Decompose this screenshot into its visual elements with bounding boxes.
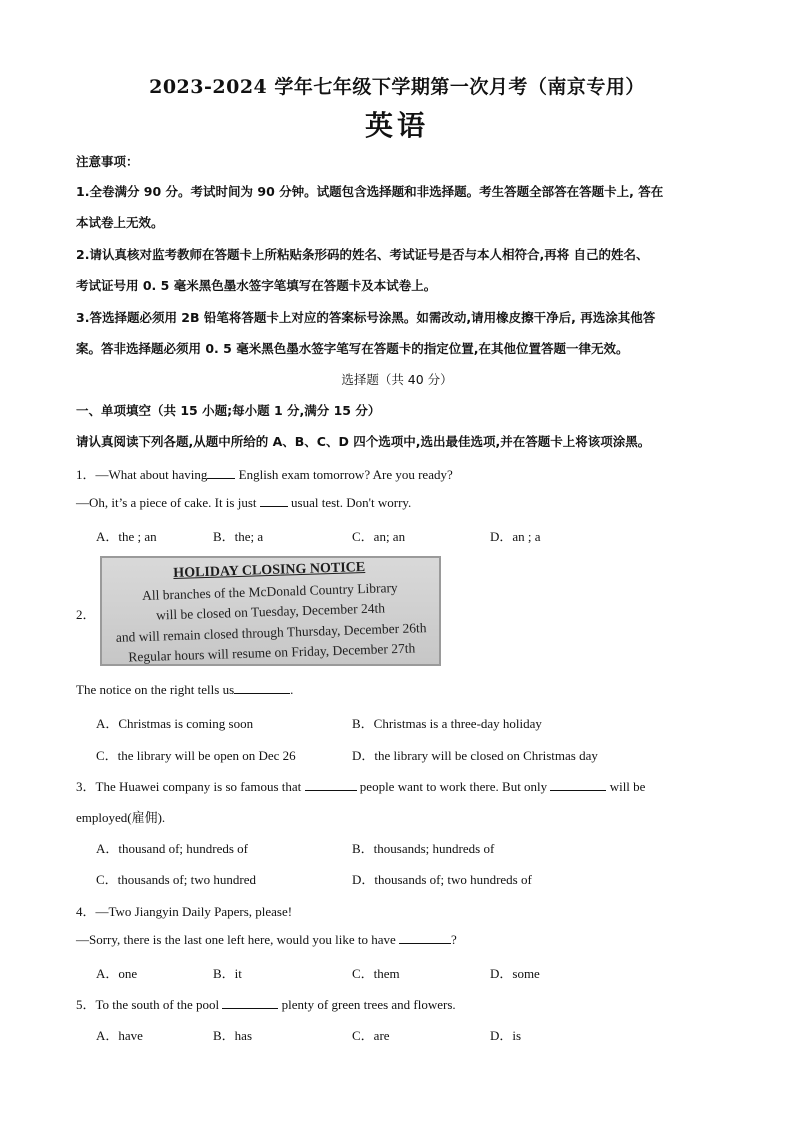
q4-option-d: D．some — [490, 966, 540, 981]
exam-title: 2023-2024 学年七年级下学期第一次月考（南京专用） — [149, 76, 645, 98]
q3-option-b: B．thousands; hundreds of — [352, 841, 495, 856]
q1-text-d: usual test. Don't worry. — [291, 495, 412, 510]
q5-option-a: A．have — [96, 1028, 143, 1043]
q2-option-b: B．Christmas is a three-day holiday — [352, 716, 542, 731]
q4-text-a: —Sorry, there is the last one left here, would you like to have — [76, 932, 396, 947]
notice-title: HOLIDAY CLOSING NOTICE — [173, 560, 366, 582]
q1-blank-1 — [207, 467, 235, 479]
q1-option-b: B．the; a — [213, 529, 264, 544]
q5-stem — [76, 994, 716, 1013]
q4-text-b: ? — [451, 932, 457, 947]
section-instruction: 请认真阅读下列各题,从题中所给的 A、B、C、D 四个选项中,选出最佳选项,并在答题卡上将该项涂黑。 — [76, 434, 651, 449]
q5-text-b: plenty of green trees and flowers. — [281, 997, 456, 1012]
q3-stem-line-2: employed(雇佣). — [76, 810, 166, 825]
q5-blank — [222, 997, 278, 1009]
q4-blank — [399, 932, 451, 944]
q3-option-c: C．thousands of; two hundred — [96, 872, 256, 887]
holiday-notice-image — [100, 556, 441, 666]
section-heading: 一、单项填空（共 15 小题;每小题 1 分,满分 15 分） — [76, 403, 381, 418]
q1-text-a: 1．—What about having — [76, 467, 208, 482]
q3-option-d: D．thousands of; two hundreds of — [352, 872, 532, 887]
notes-heading: 注意事项： — [76, 154, 139, 169]
q1-option-c: C．an; an — [352, 529, 406, 544]
q4-stem-line-1: 4．—Two Jiangyin Daily Papers, please! — [76, 904, 293, 919]
q3-stem-line-1 — [76, 776, 716, 795]
q3-blank-2 — [550, 779, 606, 791]
q3-option-a: A．thousand of; hundreds of — [96, 841, 249, 856]
q5-option-d: D．is — [490, 1028, 522, 1043]
part-title: 选择题（共 40 分） — [341, 372, 453, 387]
subject-title: 英语 — [364, 109, 429, 142]
q4-option-a: A．one — [96, 966, 138, 981]
q3-text-b: people want to work there. But only — [359, 779, 548, 794]
note-2-line-1: 2.请认真核对监考教师在答题卡上所粘贴条形码的姓名、考试证号是否与本人相符合,再将 自己的姓名、 — [76, 247, 649, 262]
q4-stem-line-2 — [76, 932, 716, 948]
q1-option-a: A．the ; an — [96, 529, 157, 544]
note-3-line-2: 案。答非选择题必须用 0. 5 毫米黑色墨水签字笔写在答题卡的指定位置,在其他位置答题一律无效。 — [76, 341, 629, 356]
q2-option-a: A．Christmas is coming soon — [96, 716, 254, 731]
q5-text-a: 5．To the south of the pool — [76, 997, 220, 1012]
q1-stem-line-1 — [76, 464, 716, 483]
note-2-line-2: 考试证号用 0. 5 毫米黑色墨水签字笔填写在答题卡及本试卷上。 — [76, 278, 437, 293]
q2-number: 2． — [76, 607, 96, 622]
q3-text-c: will be — [609, 779, 646, 794]
q1-blank-2 — [260, 495, 288, 507]
q4-option-c: C．them — [352, 966, 400, 981]
q1-option-d: D．an ; a — [490, 529, 541, 544]
note-3-line-1: 3.答选择题必须用 2B 铅笔将答题卡上对应的答案标号涂黑。如需改动,请用橡皮擦干净后, 再选涂其他答 — [76, 310, 656, 325]
note-1-line-2: 本试卷上无效。 — [76, 215, 164, 230]
q2-stem-text: The notice on the right tells us — [76, 682, 235, 697]
q2-blank — [234, 682, 290, 694]
notice-line-4: Regular hours will resume on Friday, December 27th — [128, 640, 416, 665]
q5-option-c: C．are — [352, 1028, 390, 1043]
q2-option-c: C．the library will be open on Dec 26 — [96, 748, 296, 763]
q3-text-a: 3．The Huawei company is so famous that — [76, 779, 302, 794]
q1-stem-line-2 — [76, 495, 716, 511]
note-1-line-1: 1.全卷满分 90 分。考试时间为 90 分钟。试题包含选择题和非选择题。考生答题全部答在答题卡上, 答在 — [76, 184, 664, 199]
q2-stem: The notice on the right tells us . — [76, 682, 294, 697]
notice-line-2: will be closed on Tuesday, December 24th — [155, 600, 386, 623]
q4-option-b: B．it — [213, 966, 242, 981]
q2-option-d: D．the library will be closed on Christmas day — [352, 748, 598, 763]
q3-blank-1 — [305, 779, 357, 791]
notice-line-1: All branches of the McDonald Country Library — [141, 579, 398, 604]
q5-option-b: B．has — [213, 1028, 253, 1043]
q1-text-c: —Oh, it’s a piece of cake. It is just — [76, 495, 257, 510]
notice-line-3: and will remain closed through Thursday, December 26th — [115, 620, 427, 645]
q1-text-b: English exam tomorrow? Are you ready? — [238, 467, 453, 482]
